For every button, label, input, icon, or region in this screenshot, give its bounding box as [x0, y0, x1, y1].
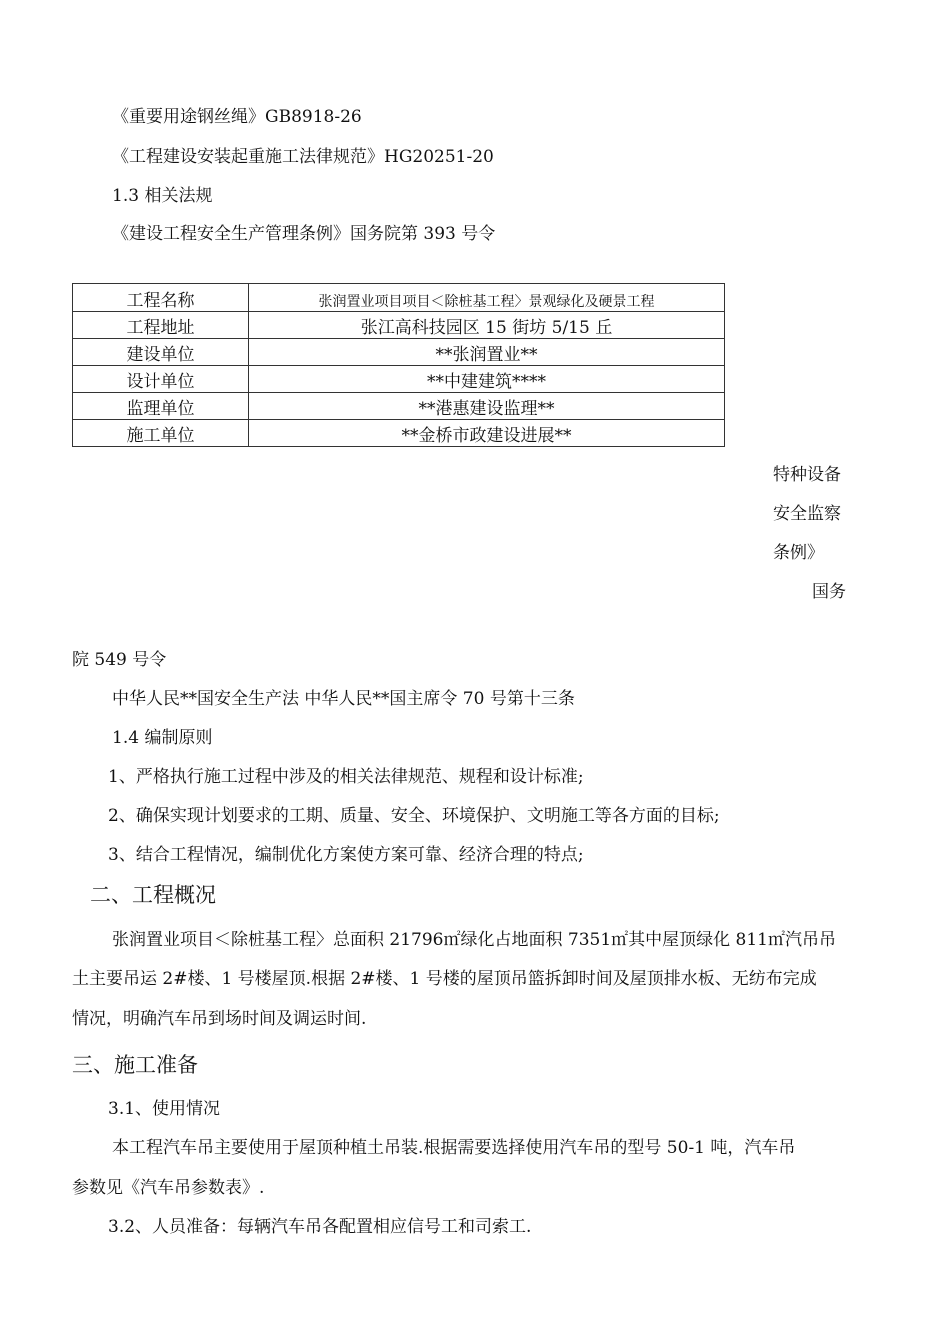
- table-key-cell: 设计单位: [73, 366, 249, 393]
- section-3-1-heading: 3.1、使用情况: [108, 1099, 221, 1119]
- table-value-cell: **中建建筑****: [249, 366, 725, 393]
- usage-line-2: 参数见《汽车吊参数表》.: [72, 1178, 265, 1198]
- standard-ref-1: 《重要用途钢丝绳》GB8918-26: [112, 107, 362, 127]
- table-value-cell: **金桥市政建设进展**: [249, 420, 725, 447]
- side-text-line-4: 国务: [812, 582, 846, 602]
- side-text-line-3: 条例》: [773, 543, 824, 563]
- principle-1: 1、严格执行施工过程中涉及的相关法律规范、规程和设计标准;: [108, 767, 584, 787]
- table-key-cell: 工程名称: [73, 284, 249, 312]
- regulation-ref-1: 《建设工程安全生产管理条例》国务院第 393 号令: [112, 224, 496, 244]
- overview-line-1: 张润置业项目＜除桩基工程〉总面积 21796㎡绿化占地面积 7351㎡其中屋顶绿化 811㎡汽吊吊: [112, 930, 837, 950]
- table-value-cell: **张润置业**: [249, 339, 725, 366]
- table-row: [73, 312, 725, 339]
- table-value-cell: **港惠建设监理**: [249, 393, 725, 420]
- overview-line-2: 土主要吊运 2#楼、1 号楼屋顶.根据 2#楼、1 号楼的屋顶吊篮拆卸时间及屋顶排水板、无纺布完成: [72, 969, 817, 989]
- table-row: [73, 393, 725, 420]
- table-row: [73, 339, 725, 366]
- table-key-cell: 施工单位: [73, 420, 249, 447]
- table-row: [73, 366, 725, 393]
- table-key-cell: 建设单位: [73, 339, 249, 366]
- principle-2: 2、确保实现计划要求的工期、质量、安全、环境保护、文明施工等各方面的目标;: [108, 806, 720, 826]
- usage-line-1: 本工程汽车吊主要使用于屋顶种植土吊装.根据需要选择使用汽车吊的型号 50-1 吨，汽车吊: [112, 1138, 796, 1158]
- project-info-table: [72, 283, 725, 447]
- table-row: [73, 420, 725, 447]
- table-key-cell: 监理单位: [73, 393, 249, 420]
- side-text-line-5: 院 549 号令: [72, 650, 167, 670]
- section-2-heading: 二、工程概况: [90, 883, 216, 907]
- section-1-3-heading: 1.3 相关法规: [112, 186, 213, 206]
- side-text-line-1: 特种设备: [773, 465, 841, 485]
- section-1-4-heading: 1.4 编制原则: [112, 728, 213, 748]
- table-row: [73, 284, 725, 312]
- principle-3: 3、结合工程情况，编制优化方案使方案可靠、经济合理的特点;: [108, 845, 584, 865]
- table-value-cell: 张江高科技园区 15 街坊 5/15 丘: [249, 312, 725, 339]
- safety-law-ref: 中华人民**国安全生产法 中华人民**国主席令 70 号第十三条: [112, 689, 575, 709]
- table-key-cell: 工程地址: [73, 312, 249, 339]
- table-value-cell: 张润置业项目项目＜除桩基工程〉景观绿化及硬景工程: [249, 284, 725, 312]
- overview-line-3: 情况，明确汽车吊到场时间及调运时间.: [72, 1009, 367, 1029]
- section-3-2-personnel: 3.2、人员准备：每辆汽车吊各配置相应信号工和司索工.: [108, 1217, 532, 1237]
- standard-ref-2: 《工程建设安装起重施工法律规范》HG20251-20: [112, 147, 494, 167]
- side-text-line-2: 安全监察: [773, 504, 841, 524]
- section-3-heading: 三、施工准备: [72, 1053, 198, 1077]
